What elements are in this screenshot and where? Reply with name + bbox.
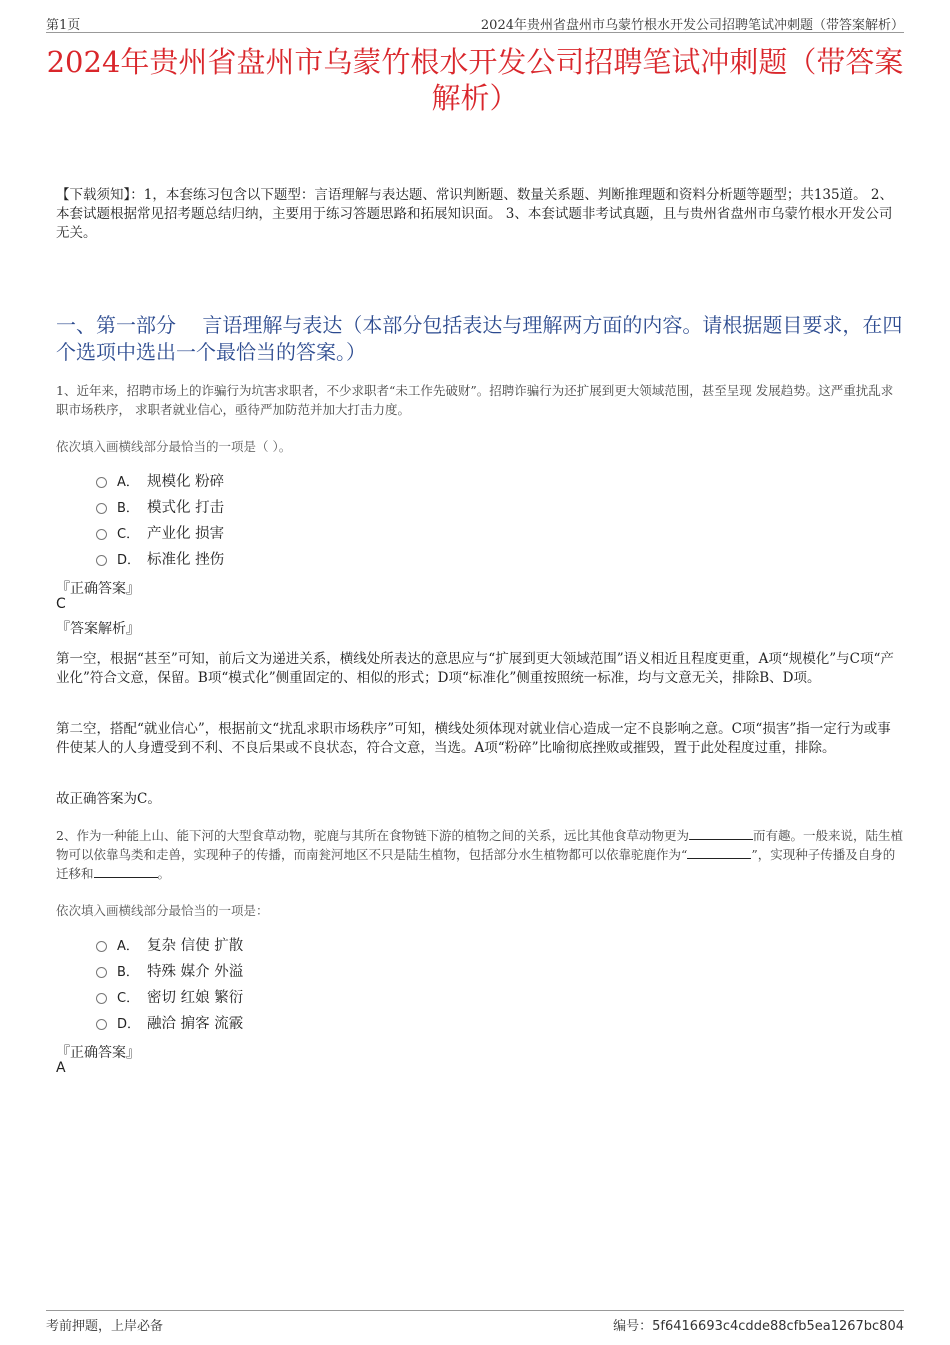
footer-slogan: 考前押题，上岸必备 (46, 1319, 164, 1334)
footer-id: 编号：5f6416693c4cdde88cfb5ea1267bc804 (613, 1319, 904, 1334)
q2-option-a[interactable]: A． 复杂 信使 扩散 (96, 931, 243, 957)
q1-option-b[interactable]: B． 模式化 打击 (96, 493, 224, 519)
fill-blank (687, 846, 751, 859)
question-2-prompt: 依次填入画横线部分最恰当的一项是： (56, 903, 269, 918)
download-notice: 【下载须知】：1，本套练习包含以下题型：言语理解与表达题、常识判断题、数量关系题、判断推理题和资料分析题等题型；共135道。 2、本套试题根据常见招考题总结归纳，主要用于练习答题思路和拓展知识面。 3、本套试题非考试真题，且与贵州省盘州市乌蒙竹根水开发公司无关。 (56, 187, 893, 241)
radio-button-icon[interactable] (96, 967, 107, 978)
q2-option-d[interactable]: D． 融洽 掮客 流霰 (96, 1009, 243, 1035)
fill-blank (689, 827, 753, 840)
q1-option-d[interactable]: D． 标准化 挫伤 (96, 545, 224, 571)
header-doc-title: 2024年贵州省盘州市乌蒙竹根水开发公司招聘笔试冲刺题（带答案解析） (480, 18, 904, 33)
q2-option-c[interactable]: C． 密切 红娘 繁衍 (96, 983, 243, 1009)
q2-answer-label: 『正确答案』 (56, 1045, 140, 1061)
radio-button-icon[interactable] (96, 1019, 107, 1030)
q1-answer-label: 『正确答案』 (56, 581, 140, 597)
q2-answer: A (56, 1060, 66, 1076)
page-header (46, 12, 904, 33)
radio-button-icon[interactable] (96, 477, 107, 488)
radio-button-icon[interactable] (96, 941, 107, 952)
question-1-prompt: 依次填入画横线部分最恰当的一项是（ ）。 (56, 439, 292, 454)
page-footer (46, 1310, 904, 1333)
radio-button-icon[interactable] (96, 555, 107, 566)
q1-analysis-paragraph-2: 第二空，搭配“就业信心”，根据前文“扰乱求职市场秩序”可知，横线处须体现对就业信心造成一定不良影响之意。C项“损害”指一定行为或事件使某人的人身遭受到不利、不良后果或不良状态，符合文意，当选。A项“粉碎”比喻彻底挫败或摧毁，置于此处程度过重，排除。 (56, 721, 891, 756)
q1-answer: C (56, 596, 66, 612)
document-code: 5f6416693c4cdde88cfb5ea1267bc804 (652, 1319, 904, 1334)
question-1-options (96, 467, 224, 571)
q1-option-c[interactable]: C． 产业化 损害 (96, 519, 224, 545)
q1-analysis-paragraph-3: 故正确答案为C。 (56, 791, 161, 807)
radio-button-icon[interactable] (96, 503, 107, 514)
question-2-stem: 2、作为一种能上山、能下河的大型食草动物，驼鹿与其所在食物链下游的植物之间的关系，远比其他食草动物更为 而有趣。一般来说，陆生植物可以依靠鸟类和走兽，实现种子的传播，而南瓮河地区不只是陆生植物，包括部分水生植物都可以依靠驼鹿作为“ ”，实现种子传播及自身的迁移和 。 (56, 828, 903, 881)
q1-option-a[interactable]: A． 规模化 粉碎 (96, 467, 224, 493)
page-number: 第1页 (46, 18, 81, 33)
document-title: 2024年贵州省盘州市乌蒙竹根水开发公司招聘笔试冲刺题（带答案解析） (46, 45, 904, 115)
question-2-options (96, 931, 243, 1035)
radio-button-icon[interactable] (96, 993, 107, 1004)
q1-analysis-paragraph-1: 第一空，根据“甚至”可知，前后文为递进关系，横线处所表达的意思应与“扩展到更大领域范围”语义相近且程度更重，A项“规模化”与C项“产业化”符合文意，保留。B项“模式化”侧重固定的、相似的形式；D项“标准化”侧重按照统一标准，均与文意无关，排除B、D项。 (56, 651, 894, 686)
section-title: 一、第一部分 言语理解与表达（本部分包括表达与理解两方面的内容。请根据题目要求，在四个选项中选出一个最恰当的答案。） (56, 313, 903, 364)
radio-button-icon[interactable] (96, 529, 107, 540)
q2-option-b[interactable]: B． 特殊 媒介 外溢 (96, 957, 243, 983)
question-1-stem: 1、近年来，招聘市场上的诈骗行为坑害求职者，不少求职者“未工作先破财”。招聘诈骗行为还扩展到更大领域范围，甚至呈现 发展趋势。这严重扰乱求职市场秩序， 求职者就业信心，亟待严加防范并加大打击力度。 (56, 383, 894, 417)
q1-analysis-label: 『答案解析』 (56, 621, 140, 637)
fill-blank (94, 865, 158, 878)
